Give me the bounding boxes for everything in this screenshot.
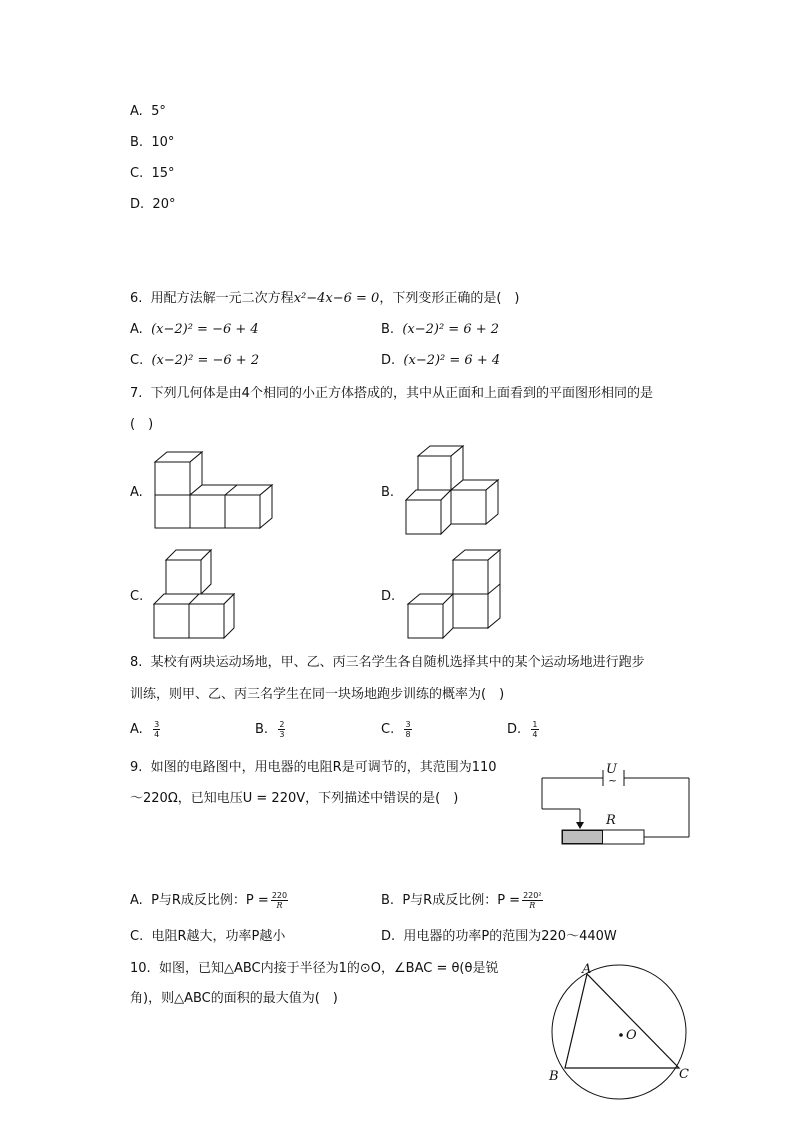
q5-option-a: A. 5° (130, 104, 166, 119)
q10-label-c: C (679, 1067, 689, 1082)
q8-option-b: B. $\frac{2}{3}$ (255, 720, 285, 739)
q7-option-a-label: A. (130, 485, 143, 500)
q9-circuit-diagram (538, 760, 698, 850)
q10-label-b: B (549, 1069, 559, 1084)
q9-option-d: D. 用电器的功率P的范围为220～440W (381, 929, 617, 944)
q6-option-d: D. (x−2)² = 6 + 4 (381, 353, 501, 368)
q7-figure-b (403, 444, 503, 539)
q9-source-symbol: ~ (608, 774, 618, 787)
q9-stem-line1: 9. 如图的电路图中，用电器的电阻R是可调节的，其范围为110 (130, 760, 497, 775)
q8-option-c: C. $\frac{3}{8}$ (381, 720, 411, 739)
q9-label-u: U (606, 762, 617, 777)
q10-label-o: O (626, 1028, 637, 1043)
q7-stem-line2: ( ) (130, 417, 154, 432)
q7-option-d-label: D. (381, 589, 396, 604)
q5-option-b: B. 10° (130, 135, 175, 150)
q7-figure-d (405, 548, 505, 643)
q7-figure-c (151, 548, 241, 643)
q8-option-a: A. $\frac{3}{4}$ (130, 720, 160, 739)
q6-option-b: B. (x−2)² = 6 + 2 (381, 322, 500, 337)
q9-option-b: B. P与R成反比例：P = $\frac{\text{220²}}{R}$ (381, 891, 542, 910)
q7-stem-line1: 7. 下列几何体是由4个相同的小正方体搭成的，其中从正面和上面看到的平面图形相同的是 (130, 386, 653, 401)
q10-label-a: A (582, 962, 592, 977)
q8-stem-line2: 训练，则甲、乙、丙三名学生在同一块场地跑步训练的概率为( ) (130, 687, 505, 702)
q7-option-c-label: C. (130, 589, 144, 604)
q5-option-d: D. 20° (130, 197, 176, 212)
q9-label-r: R (606, 813, 616, 828)
q10-stem-line1: 10. 如图，已知△ABC内接于半径为1的⊙O，∠BAC = θ(θ是锐 (130, 961, 499, 976)
q6-option-a: A. (x−2)² = −6 + 4 (130, 322, 259, 337)
q10-stem-line2: 角)，则△ABC的面积的最大值为( ) (130, 991, 338, 1006)
q9-option-c: C. 电阻R越大，功率P越小 (130, 929, 286, 944)
q6-option-c: C. (x−2)² = −6 + 2 (130, 353, 260, 368)
q9-stem-line2: ～220Ω，已知电压U = 220V，下列描述中错误的是( ) (130, 791, 459, 806)
q9-option-a: A. P与R成反比例：P = $\frac{220}{R}$ (130, 891, 288, 910)
q8-stem-line1: 8. 某校有两块运动场地，甲、乙、丙三名学生各自随机选择其中的某个运动场地进行跑步 (130, 655, 645, 670)
q7-option-b-label: B. (381, 485, 395, 500)
q7-figure-a (150, 450, 275, 535)
q6-stem: 6. 用配方法解一元二次方程x²−4x−6 = 0，下列变形正确的是( ) (130, 291, 520, 306)
q10-circle-diagram (546, 962, 696, 1087)
q5-option-c: C. 15° (130, 166, 175, 181)
q8-option-d: D. $\frac{1}{4}$ (507, 720, 538, 739)
